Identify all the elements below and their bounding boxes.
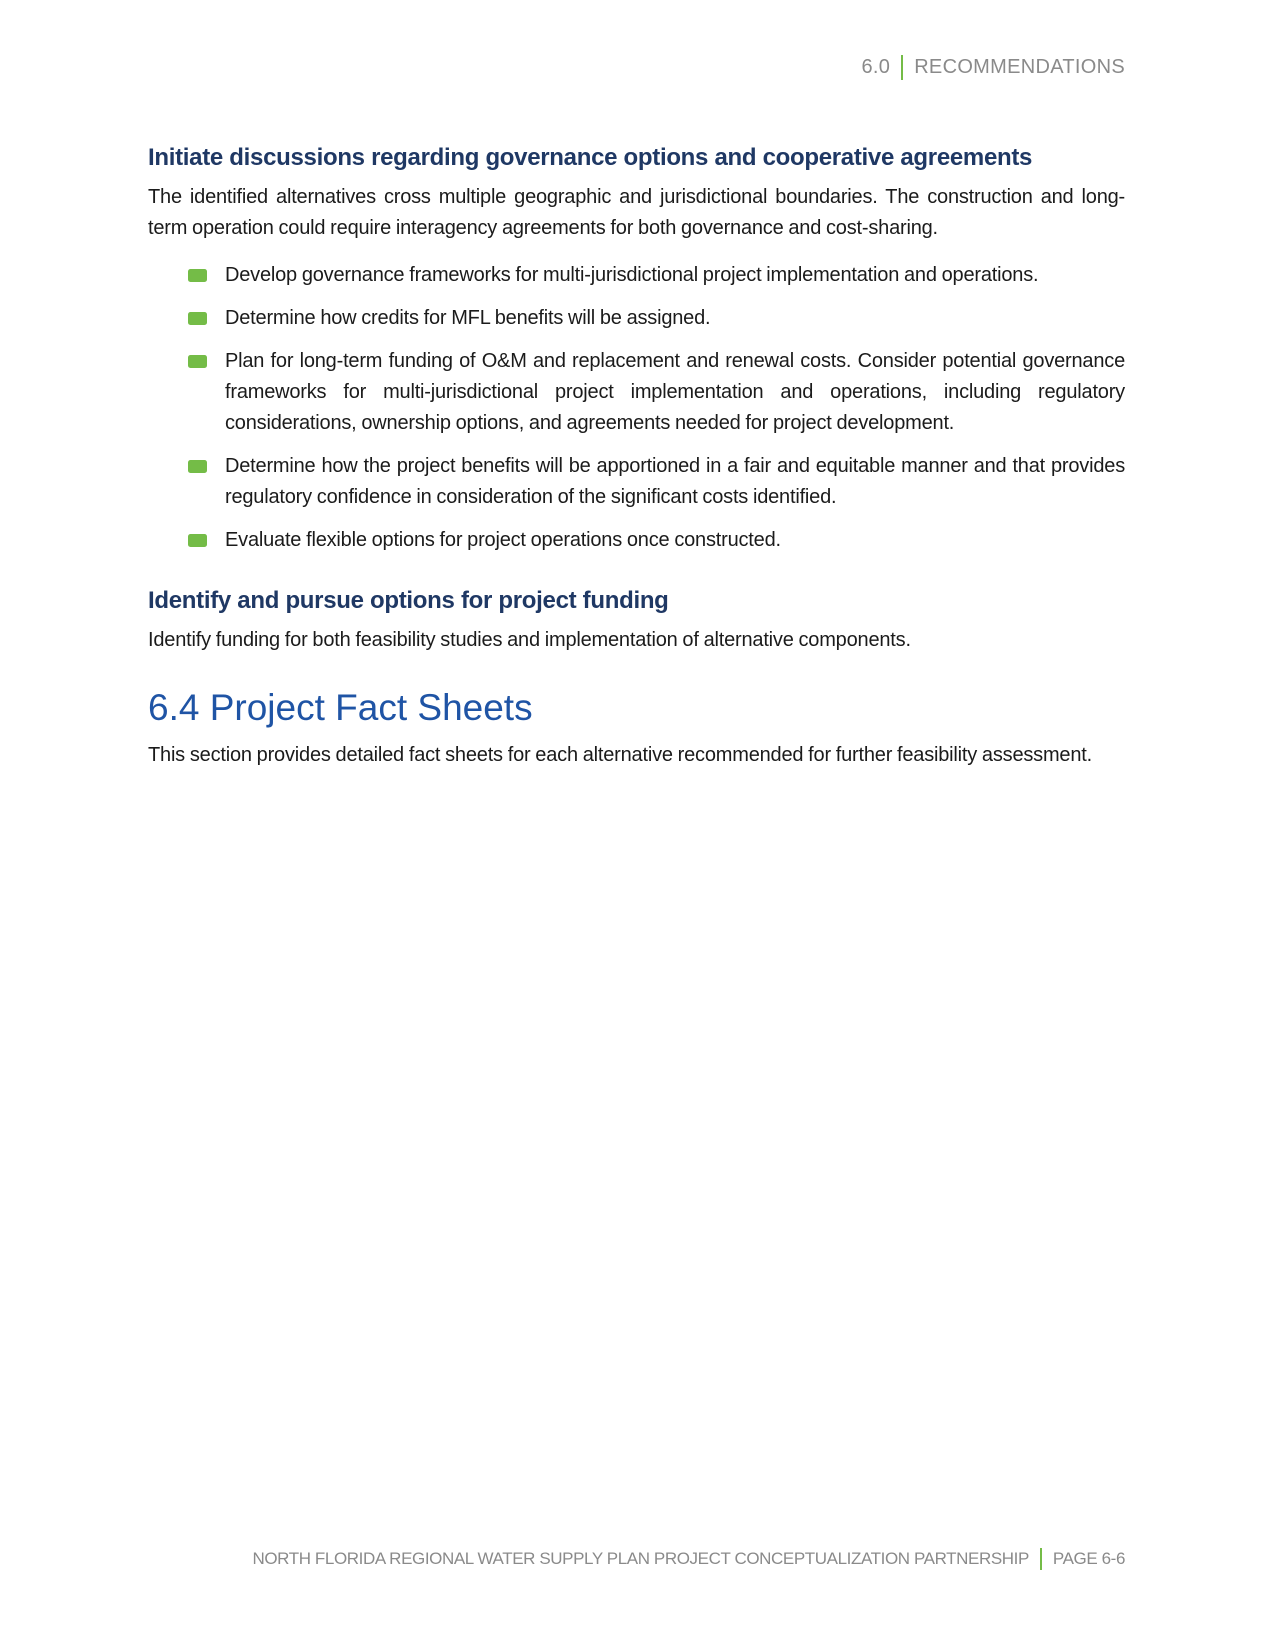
page-content — [148, 143, 1125, 771]
square-bullet-icon — [188, 312, 207, 325]
bullet-item — [148, 346, 1125, 439]
funding-heading: Identify and pursue options for project funding — [148, 587, 669, 614]
running-header — [861, 55, 1125, 80]
running-footer — [252, 1548, 1125, 1570]
header-section-number: 6.0 — [861, 56, 891, 78]
bullet-text: Determine how credits for MFL benefits will be assigned. — [225, 307, 711, 329]
bullet-text: Develop governance frameworks for multi-jurisdictional project implementation and operations. — [225, 264, 1039, 286]
bullet-text: Evaluate flexible options for project operations once constructed. — [225, 529, 781, 551]
square-bullet-icon — [188, 460, 207, 473]
bullet-item — [148, 260, 1125, 291]
fact-sheets-heading: 6.4 Project Fact Sheets — [148, 687, 533, 728]
fact-sheets-intro-paragraph: This section provides detailed fact sheets for each alternative recommended for further feasibility assessment. — [148, 744, 1092, 766]
bullet-text: Plan for long-term funding of O&M and replacement and renewal costs. Consider potential governance frameworks for multi-jurisdictional project implementation and operations, including regulatory considerations, ownership options, and agreements needed for project development. — [225, 350, 1125, 434]
square-bullet-icon — [188, 534, 207, 547]
governance-intro-paragraph: The identified alternatives cross multiple geographic and jurisdictional boundaries. The construction and long-term operation could require interagency agreements for both governance and cost-sharing. — [148, 186, 1125, 239]
separator-bar-icon — [901, 55, 903, 80]
funding-intro-paragraph: Identify funding for both feasibility studies and implementation of alternative components. — [148, 629, 911, 651]
header-section-title: RECOMMENDATIONS — [914, 56, 1125, 78]
governance-heading: Initiate discussions regarding governance options and cooperative agreements — [148, 144, 1033, 171]
footer-report-title: NORTH FLORIDA REGIONAL WATER SUPPLY PLAN PROJECT CONCEPTUALIZATION PARTNERSHIP — [252, 1549, 1029, 1568]
governance-bullet-list — [148, 260, 1125, 556]
square-bullet-icon — [188, 269, 207, 282]
bullet-item — [148, 303, 1125, 334]
square-bullet-icon — [188, 355, 207, 368]
footer-page-number: PAGE 6-6 — [1052, 1549, 1125, 1568]
bullet-item — [148, 451, 1125, 513]
bullet-text: Determine how the project benefits will be apportioned in a fair and equitable manner and that provides regulatory confidence in consideration of the significant costs identified. — [225, 455, 1125, 508]
bullet-item — [148, 525, 1125, 556]
separator-bar-icon — [1040, 1548, 1042, 1570]
